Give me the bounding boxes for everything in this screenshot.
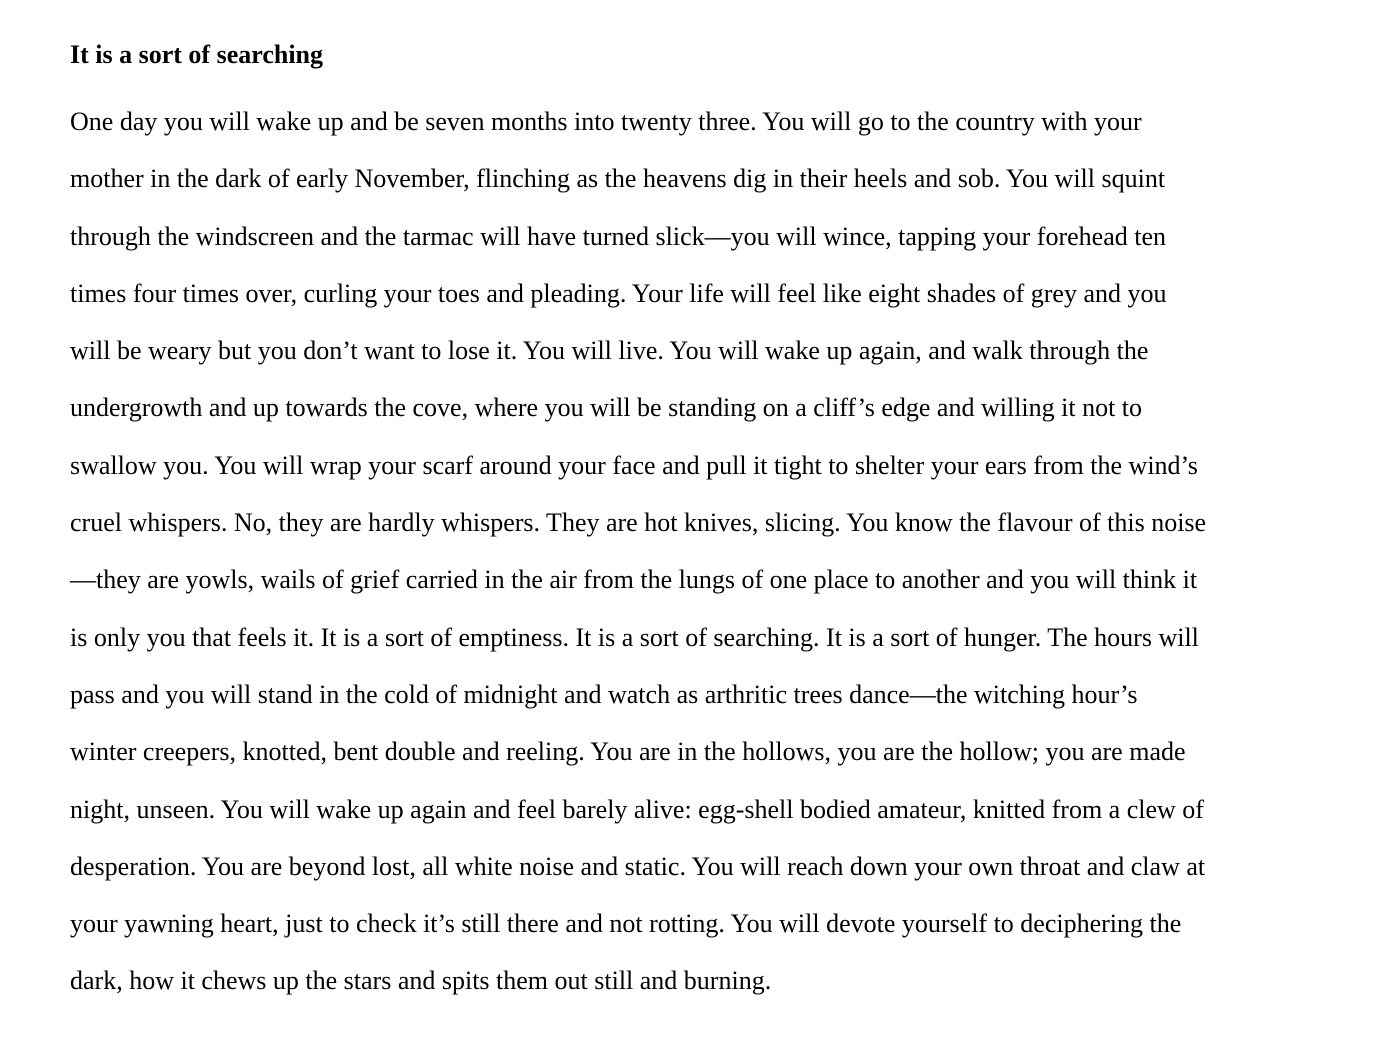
body-line: times four times over, curling your toes and pleading. Your life will feel like eight shades of grey and you — [70, 278, 1167, 308]
body-line: —they are yowls, wails of grief carried in the air from the lungs of one place to another and you will think it — [70, 565, 1198, 595]
body-line: your yawning heart, just to check it’s still there and not rotting. You will devote yourself to deciphering the — [70, 909, 1182, 939]
body-line: will be weary but you don’t want to lose it. You will live. You will wake up again, and walk through the — [70, 336, 1149, 366]
body-line: pass and you will stand in the cold of midnight and watch as arthritic trees dance—the witching hour’s — [70, 679, 1138, 709]
body-line: One day you will wake up and be seven months into twenty three. You will go to the country with your — [70, 107, 1142, 136]
body-line: undergrowth and up towards the cove, where you will be standing on a cliff’s edge and willing it not to — [70, 393, 1143, 423]
body-line: is only you that feels it. It is a sort of emptiness. It is a sort of searching. It is a sort of hunger. The hours will — [70, 622, 1199, 652]
body-line: dark, how it chews up the stars and spits them out still and burning. — [70, 966, 772, 996]
body-line: cruel whispers. No, they are hardly whispers. They are hot knives, slicing. You know the flavour of this noise — [70, 508, 1207, 538]
document-title: It is a sort of searching — [70, 40, 324, 69]
body-line: through the windscreen and the tarmac will have turned slick—you will wince, tapping your forehead ten — [70, 221, 1166, 251]
body-line: night, unseen. You will wake up again and feel barely alive: egg-shell bodied amateur, knitted from a clew of — [70, 794, 1204, 824]
document-body — [70, 93, 1320, 1010]
document-page — [70, 36, 1320, 1010]
body-line: winter creepers, knotted, bent double and reeling. You are in the hollows, you are the hollow; you are made — [70, 737, 1186, 767]
body-line: mother in the dark of early November, flinching as the heavens dig in their heels and sob. You will squint — [70, 164, 1166, 194]
body-line: desperation. You are beyond lost, all white noise and static. You will reach down your own throat and claw at — [70, 851, 1206, 881]
body-line: swallow you. You will wrap your scarf around your face and pull it tight to shelter your ears from the wind’s — [70, 450, 1198, 480]
